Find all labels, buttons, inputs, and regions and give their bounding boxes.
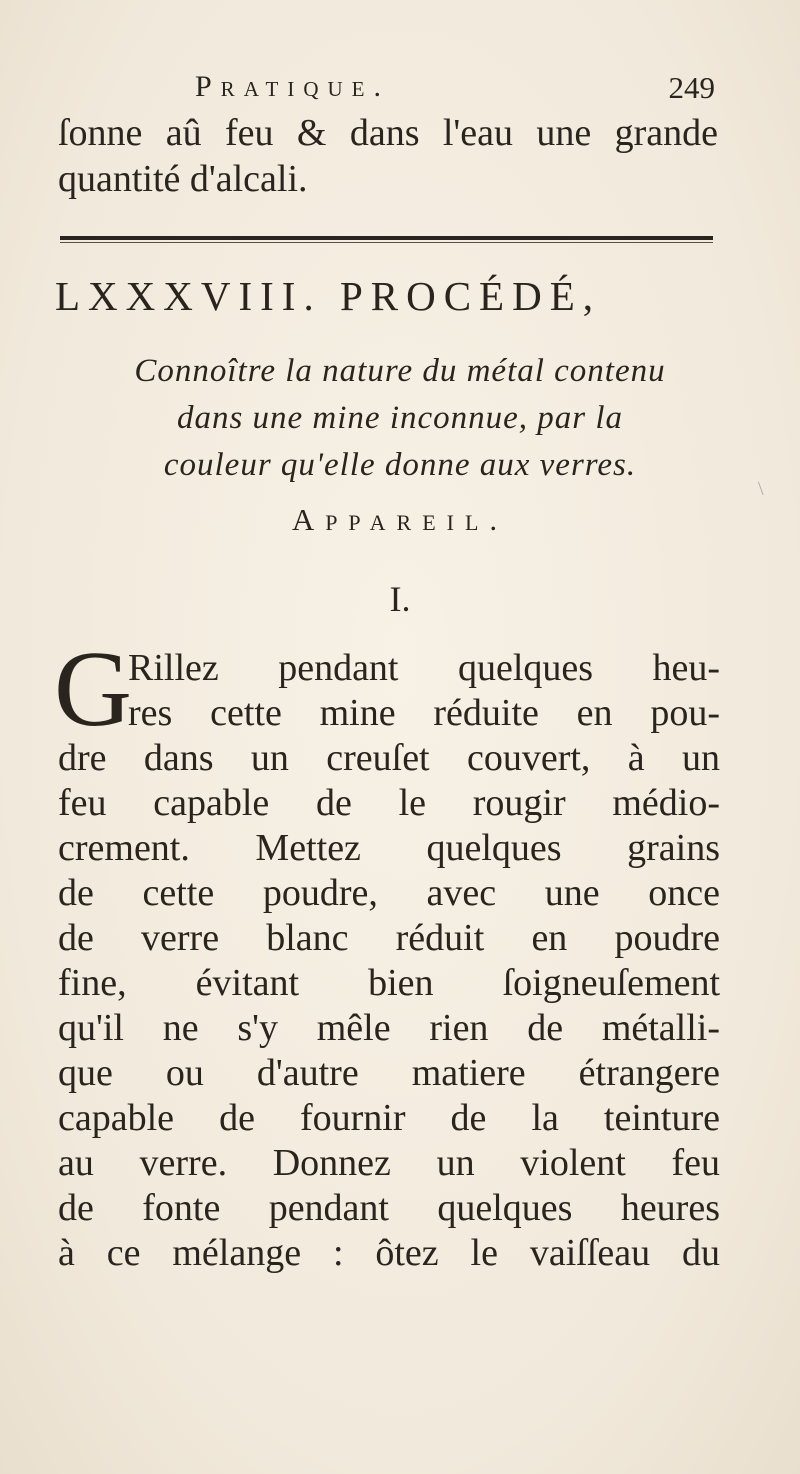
subtitle-line: couleur qu'elle donne aux verres.: [163, 447, 637, 483]
step-numeral: I.: [389, 579, 411, 619]
body-line: à ce mélange : ôtez le vaiſſeau du: [58, 1232, 720, 1274]
body-line: fine, évitant bien ſoigneuſement: [58, 962, 720, 1004]
body-line: au verre. Donnez un violent feu: [58, 1142, 720, 1184]
section-divider-thin: [60, 242, 713, 243]
running-head: Pratique.: [195, 70, 391, 103]
body-line: qu'il ne s'y mêle rien de métalli-: [58, 1007, 720, 1049]
body-line: crement. Mettez quelques grains: [58, 827, 720, 869]
subtitle-line: Connoître la nature du métal contenu: [134, 353, 666, 389]
body-line: de verre blanc réduit en poudre: [58, 917, 720, 959]
body-line: feu capable de le rougir médio-: [58, 782, 720, 824]
section-subtitle: [80, 348, 720, 489]
body-paragraph: [58, 646, 720, 1276]
section-divider: [60, 236, 713, 240]
section-title: LXXXVIII. PROCÉDÉ,: [55, 273, 601, 319]
subtitle-line: dans une mine inconnue, par la: [176, 400, 624, 436]
apparatus-heading: Appareil.: [291, 502, 509, 537]
page-header: [195, 70, 715, 110]
page-number: 249: [668, 70, 715, 105]
body-line: de cette poudre, avec une once: [58, 872, 720, 914]
paper-mark: [758, 479, 771, 495]
body-line: dre dans un creuſet couvert, à un: [58, 737, 720, 779]
body-line: capable de fournir de la teinture: [58, 1097, 720, 1139]
body-line: que ou d'autre matiere étrangere: [58, 1052, 720, 1094]
body-line: res cette mine réduite en pou-: [128, 692, 720, 734]
continuation-text: ſonne aû feu & dans l'eau une grande quantité d'alcali.: [58, 112, 718, 200]
drop-cap: G: [54, 630, 132, 749]
body-line: Rillez pendant quelques heu-: [128, 647, 720, 689]
body-line: de fonte pendant quelques heures: [58, 1187, 720, 1229]
